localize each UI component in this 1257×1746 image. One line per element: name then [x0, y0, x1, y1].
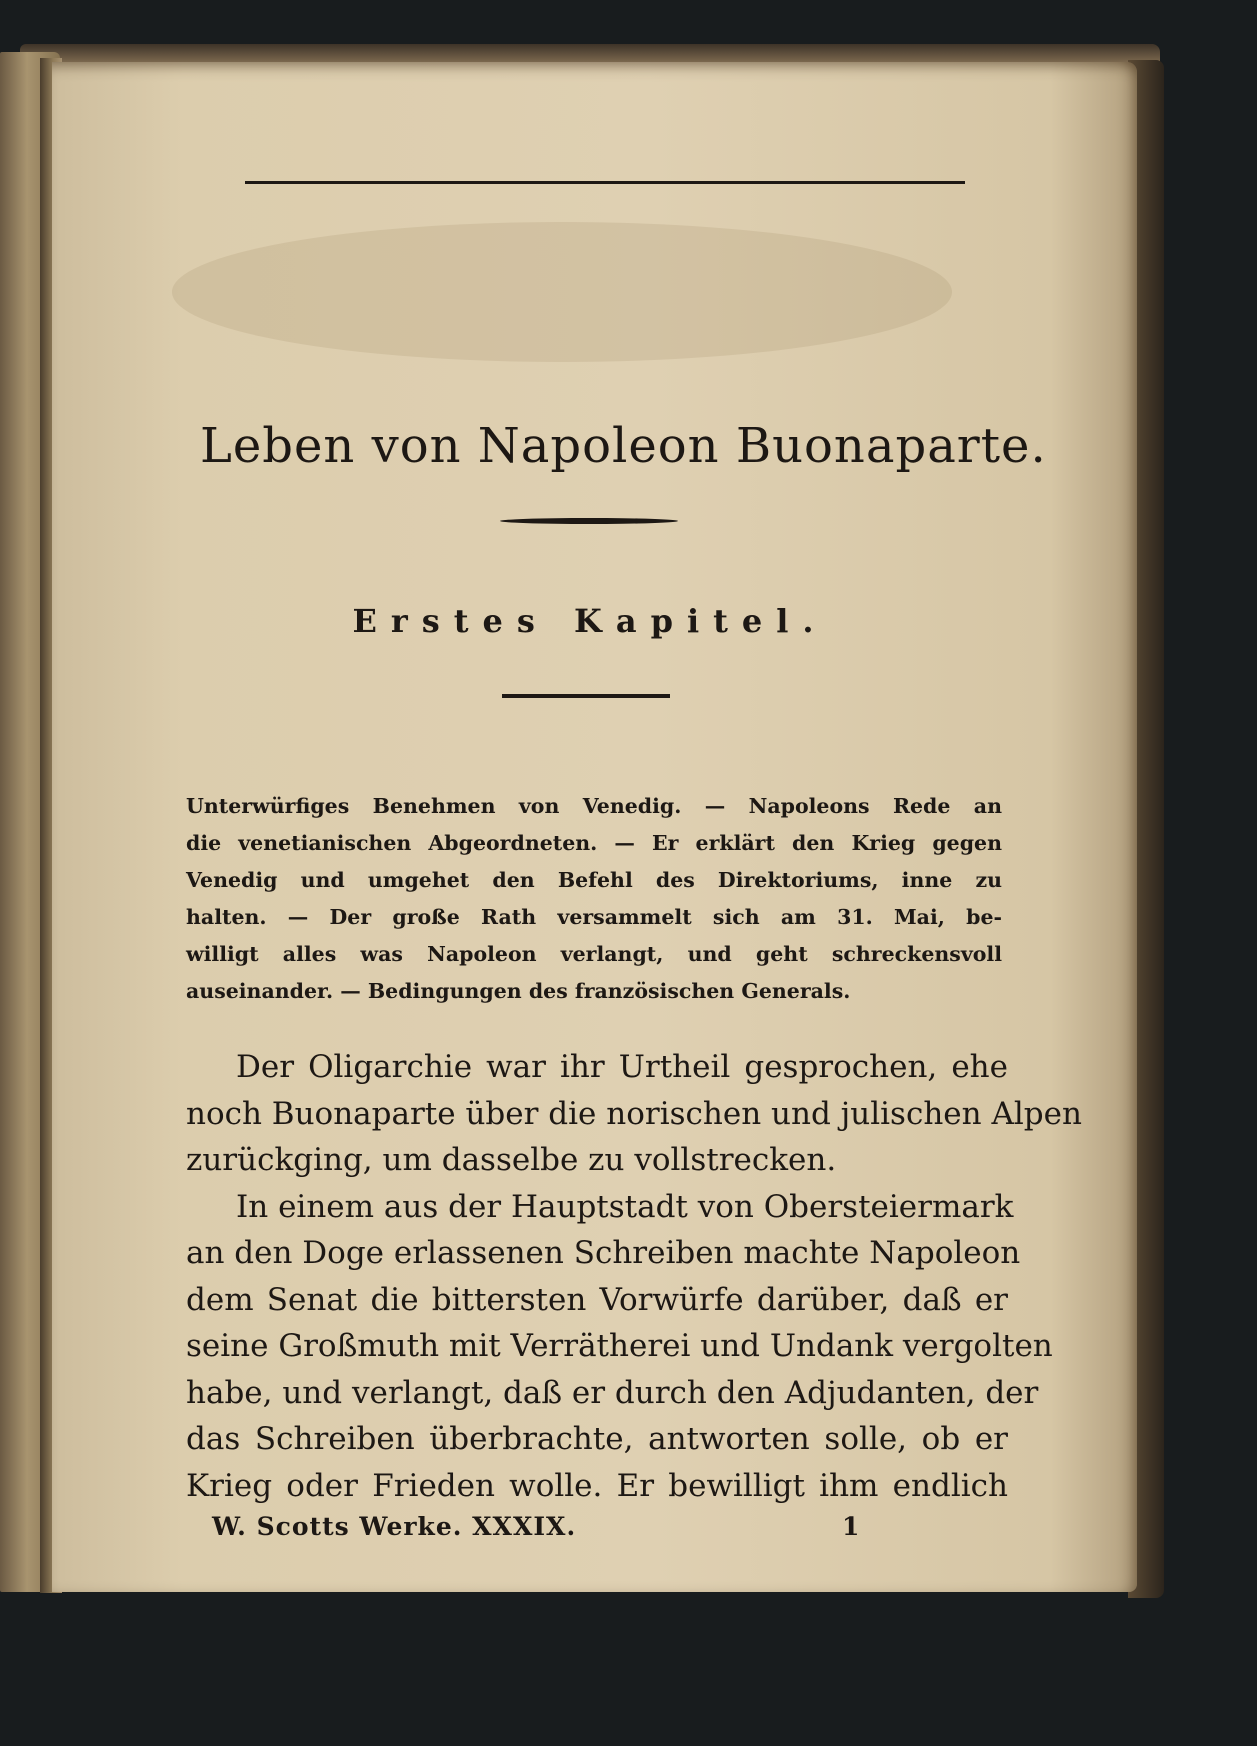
body-line: noch Buonaparte über die norischen und julischen Alpen: [186, 1095, 1082, 1132]
chapter-heading: Erstes Kapitel.: [352, 602, 828, 640]
bleed-through-shadow: [172, 222, 952, 362]
body-line: an den Doge erlassenen Schreiben machte Napoleon: [186, 1235, 1021, 1271]
summary-line: willigt alles was Napoleon verlangt, und geht schreckensvoll: [186, 942, 1002, 966]
footer-signature: W. Scotts Werke. XXXIX.: [212, 1512, 577, 1541]
chapter-summary: [186, 788, 1002, 1010]
body-line: zurückging, um dasselbe zu vollstrecken.: [186, 1142, 837, 1178]
body-line: In einem aus der Hauptstadt von Obersteiermark: [236, 1188, 1014, 1225]
summary-line: Venedig und umgehet den Befehl des Direktoriums, inne zu: [186, 868, 1002, 892]
summary-line: halten. — Der große Rath versammelt sich am 31. Mai, be-: [186, 905, 1002, 929]
body-line: Krieg oder Frieden wolle. Er bewilligt ihm endlich: [186, 1467, 1008, 1504]
page-number: 1: [842, 1512, 860, 1541]
body-line: dem Senat die bittersten Vorwürfe darüber, daß er: [186, 1281, 1008, 1318]
summary-line: Unterwürfiges Benehmen von Venedig. — Napoleons Rede an: [186, 794, 1002, 818]
body-text: [186, 1044, 1082, 1509]
chapter-divider: [502, 694, 670, 698]
body-line: Der Oligarchie war ihr Urtheil gesprochen, ehe: [236, 1049, 1008, 1085]
summary-line: auseinander. — Bedingungen des französischen Generals.: [186, 979, 851, 1003]
body-line: das Schreiben überbrachte, antworten solle, ob er: [186, 1421, 1008, 1457]
body-line: seine Großmuth mit Verrätherei und Undank vergolten: [186, 1328, 1053, 1364]
top-rule: [245, 181, 965, 184]
body-line: habe, und verlangt, daß er durch den Adjudanten, der: [186, 1374, 1039, 1411]
title-divider: [500, 518, 678, 524]
book-title: Leben von Napoleon Buonaparte.: [200, 418, 1047, 474]
summary-line: die venetianischen Abgeordneten. — Er erklärt den Krieg gegen: [186, 831, 1002, 855]
